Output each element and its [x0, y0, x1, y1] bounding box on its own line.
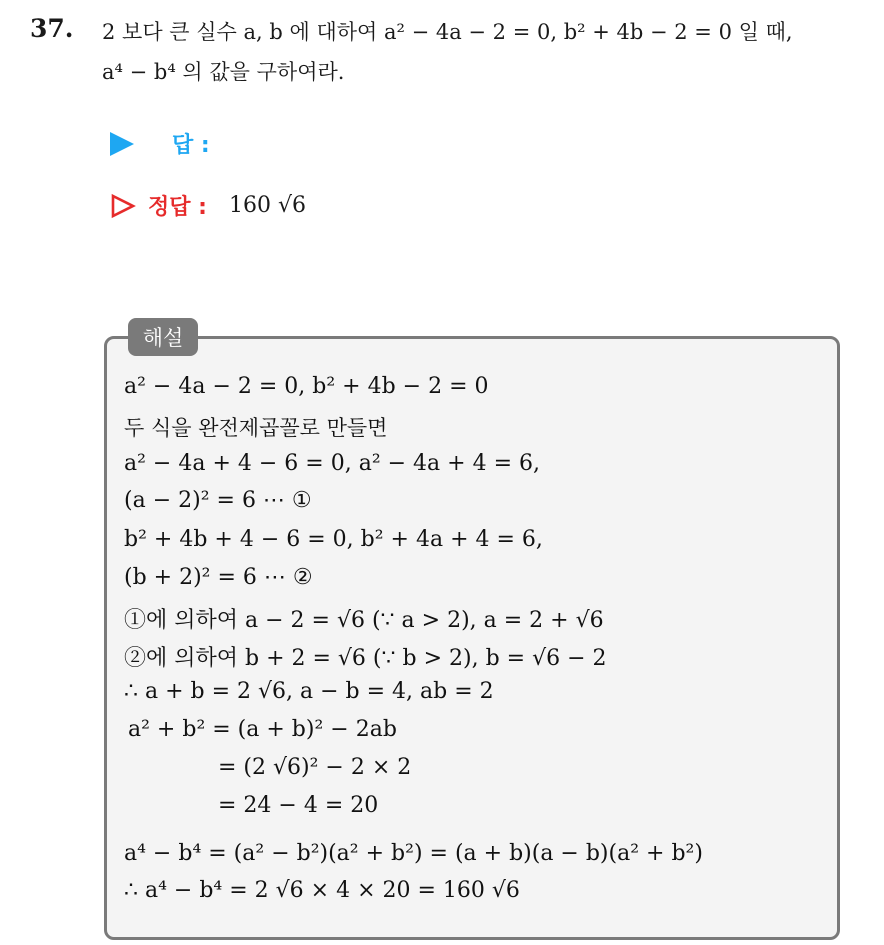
question-number: 37.	[30, 14, 74, 43]
solution-line: = (2 √6)² − 2 × 2	[218, 755, 412, 780]
solution-line: ∴ a + b = 2 √6, a − b = 4, ab = 2	[124, 679, 494, 704]
question-text-line-2: a⁴ − b⁴ 의 값을 구하여라.	[102, 60, 345, 84]
question-text-line-1: 2 보다 큰 실수 a, b 에 대하여 a² − 4a − 2 = 0, b² + 4b − 2 = 0 일 때,	[102, 20, 793, 44]
correct-answer-value: 160 √6	[228, 193, 306, 218]
solution-line: (a − 2)² = 6 ⋯ ①	[124, 488, 312, 513]
solution-line: ∴ a⁴ − b⁴ = 2 √6 × 4 × 20 = 160 √6	[124, 878, 520, 903]
answer-row	[110, 128, 210, 159]
solution-line: b² + 4b + 4 − 6 = 0, b² + 4a + 4 = 6,	[124, 527, 543, 552]
play-arrow-icon	[110, 132, 134, 156]
outline-arrow-icon	[110, 193, 136, 219]
solution-line: ②에 의하여 b + 2 = √6 (∵ b > 2), b = √6 − 2	[124, 646, 607, 671]
solution-line: a² − 4a − 2 = 0, b² + 4b − 2 = 0	[124, 374, 489, 399]
answer-label: 답 :	[172, 133, 210, 158]
solution-line: a² + b² = (a + b)² − 2ab	[128, 717, 397, 742]
solution-line: a⁴ − b⁴ = (a² − b²)(a² + b²) = (a + b)(a − b)(a² + b²)	[124, 841, 703, 866]
correct-answer-label: 정답 :	[148, 195, 207, 220]
solution-line: 두 식을 완전제곱꼴로 만들면	[124, 416, 388, 440]
solution-tag: 해설	[128, 318, 198, 356]
solution-line: a² − 4a + 4 − 6 = 0, a² − 4a + 4 = 6,	[124, 451, 541, 476]
solution-line: = 24 − 4 = 20	[218, 793, 379, 818]
correct-answer-row	[110, 190, 306, 221]
solution-line: (b + 2)² = 6 ⋯ ②	[124, 565, 313, 590]
solution-line: ①에 의하여 a − 2 = √6 (∵ a > 2), a = 2 + √6	[124, 608, 604, 633]
